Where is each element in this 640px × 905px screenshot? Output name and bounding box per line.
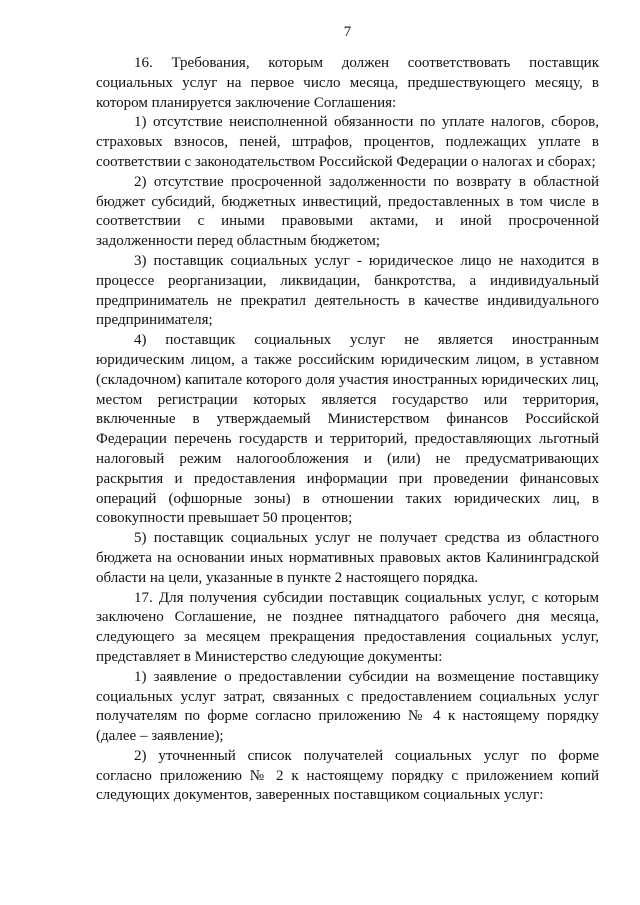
paragraph-16-item-4: 4) поставщик социальных услуг не является иностранным юридическим лицом, а также российским юридическим лицом, в уставном (складочном) капитале которого доля участия иностранных юридических лиц, местом регистрации которых является государство или территория, включенные в утверждаемый Министерством финансов Российской Федерации перечень государств и территорий, предоставляющих льготный налоговый режим налогообложения и (или) не предусматривающих раскрытия и предоставления информации при проведении финансовых операций (офшорные зоны) в отношении таких юридических лиц, в совокупности превышает 50 процентов; bbox=[96, 332, 599, 527]
page-number: 7 bbox=[343, 24, 352, 40]
paragraph-16-item-3: 3) поставщик социальных услуг - юридическое лицо не находится в процессе реорганизации, ликвидации, банкротства, а индивидуальный предприниматель не прекратил деятельность в качестве индивидуального предпринимателя; bbox=[96, 252, 599, 329]
paragraph-16-item-2: 2) отсутствие просроченной задолженности по возврату в областной бюджет субсидий, бюджетных инвестиций, предоставленных в том числе в соответствии с иными правовыми актами, и иной просроченной задолженности перед областным бюджетом; bbox=[96, 173, 599, 250]
paragraph-17-item-1: 1) заявление о предоставлении субсидии на возмещение поставщику социальных услуг затрат, связанных с предоставлением социальных услуг получателям по форме согласно приложению № 4 к настоящему порядку (далее – заявление); bbox=[96, 668, 599, 745]
paragraph-16-item-5: 5) поставщик социальных услуг не получает средства из областного бюджета на основании иных нормативных правовых актов Калининградской области на цели, указанные в пункте 2 настоящего порядка. bbox=[96, 530, 599, 586]
paragraph-16-item-1: 1) отсутствие неисполненной обязанности по уплате налогов, сборов, страховых взносов, пеней, штрафов, процентов, подлежащих уплате в соответствии с законодательством Российской Федерации о налогах и сборах; bbox=[96, 114, 599, 170]
paragraph-17-intro: 17. Для получения субсидии поставщик социальных услуг, с которым заключено Соглашение, не позднее пятнадцатого рабочего дня месяца, следующего за месяцем прекращения предоставления социальных услуг, представляет в Министерство следующие документы: bbox=[96, 589, 599, 665]
paragraph-16-intro: 16. Требования, которым должен соответствовать поставщик социальных услуг на первое число месяца, предшествующего месяцу, в котором планируется заключение Соглашения: bbox=[96, 55, 599, 111]
document-page bbox=[96, 22, 599, 806]
paragraph-17-item-2: 2) уточненный список получателей социальных услуг по форме согласно приложению № 2 к настоящему порядку с приложением копий следующих документов, заверенных поставщиком социальных услуг: bbox=[96, 747, 599, 804]
